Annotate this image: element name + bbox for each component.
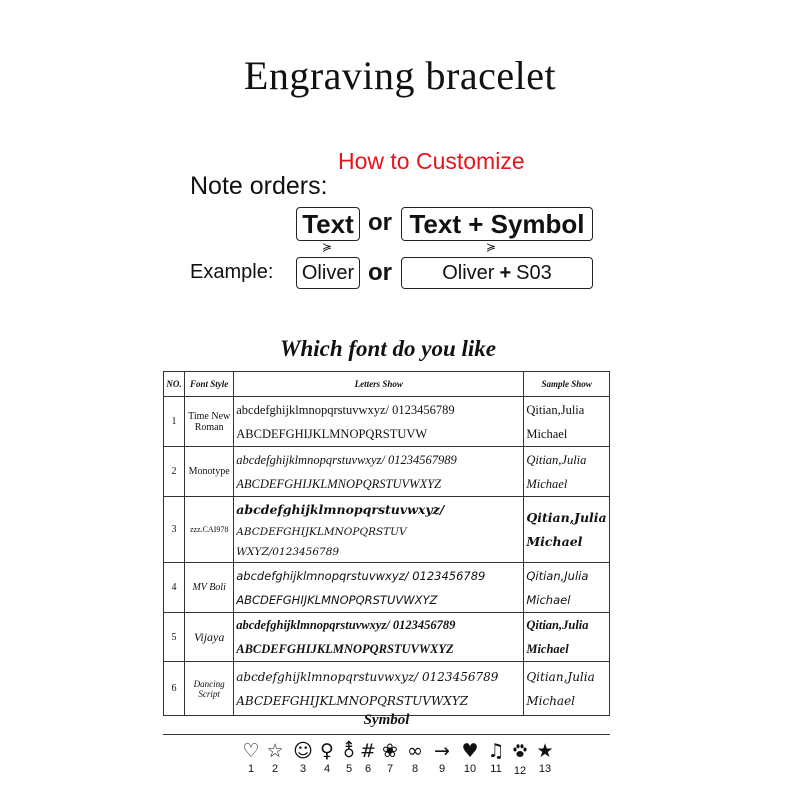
table-row bbox=[164, 563, 610, 613]
sample-line-1: Qitian,Julia bbox=[526, 568, 589, 583]
symbol-list bbox=[0, 740, 800, 790]
example-label: Example: bbox=[190, 261, 274, 283]
example-text-box bbox=[296, 257, 360, 289]
female-sign-icon: ♀ bbox=[320, 740, 334, 762]
table-header-row bbox=[164, 372, 610, 397]
sample-cell bbox=[524, 397, 610, 447]
symbol-number: 7 bbox=[386, 763, 394, 775]
infinity-icon: ∞ bbox=[407, 740, 423, 762]
symbol-divider bbox=[163, 734, 610, 735]
example-combo-name: Oliver bbox=[442, 261, 495, 284]
sample-cell bbox=[524, 662, 610, 716]
symbol-item-3 bbox=[292, 740, 314, 776]
symbol-number: 1 bbox=[247, 763, 255, 775]
uppercase-letters: ABCDEFGHIJKLMNOPQRSTUVW bbox=[236, 426, 428, 441]
font-style-name: Monotype bbox=[185, 447, 234, 497]
symbol-number: 5 bbox=[345, 763, 353, 775]
sample-line-1: Qitian,Julia bbox=[526, 402, 585, 417]
option-text-symbol-label: Text + Symbol bbox=[409, 208, 585, 239]
sample-line-2: Michael bbox=[526, 693, 576, 708]
lowercase-letters: abcdefghijklmnopqrstuvwxyz/ 0123456789 bbox=[236, 402, 455, 417]
uppercase-letters: ABCDEFGHIJKLMNOPQRSTUVWXYZ bbox=[236, 592, 438, 607]
uppercase-letters: ABCDEFGHIJKLMNOPQRSTUVWXYZ bbox=[236, 642, 454, 656]
symbol-item-6 bbox=[357, 740, 379, 776]
option-text-label: Text bbox=[302, 208, 354, 239]
symbol-number: 12 bbox=[513, 765, 527, 777]
symbol-number: 11 bbox=[490, 763, 502, 775]
row-number: 5 bbox=[164, 613, 185, 662]
star-outline-icon: ☆ bbox=[266, 740, 284, 762]
symbol-item-12 bbox=[509, 740, 531, 778]
table-row bbox=[164, 497, 610, 563]
or-label: or bbox=[368, 209, 392, 236]
paw-print-icon bbox=[509, 740, 531, 764]
plus-sign: + bbox=[499, 261, 512, 284]
symbol-number: 2 bbox=[271, 763, 279, 775]
symbol-number: 4 bbox=[323, 763, 331, 775]
symbol-number: 3 bbox=[299, 763, 307, 775]
uppercase-letters: ABCDEFGHIJKLMNOPQRSTUVWXYZ bbox=[236, 476, 442, 491]
table-row bbox=[164, 447, 610, 497]
symbol-item-9 bbox=[431, 740, 453, 776]
font-style-name: Vijaya bbox=[185, 613, 234, 662]
letters-cell bbox=[234, 497, 524, 563]
font-style-name: MV Boli bbox=[185, 563, 234, 613]
lowercase-letters: abcdefghijklmnopqrstuvwxyz/ 0123456789 bbox=[236, 669, 499, 684]
header-no: NO. bbox=[164, 372, 185, 397]
option-text-symbol-box bbox=[401, 207, 593, 241]
lowercase-letters: abcdefghijklmnopqrstuvwxyz/ 01234567989 bbox=[236, 452, 457, 467]
sample-cell bbox=[524, 613, 610, 662]
page-title: Engraving bracelet bbox=[243, 53, 557, 98]
or-label: or bbox=[368, 259, 392, 286]
letters-cell bbox=[234, 662, 524, 716]
hash-icon: # bbox=[360, 740, 376, 762]
smiley-face-icon: ☺ bbox=[293, 740, 313, 762]
header-font-style: Font Style bbox=[185, 372, 234, 397]
sample-line-1: Qitian,Julia bbox=[526, 452, 587, 467]
symbol-number: 8 bbox=[411, 763, 419, 775]
symbol-heading: Symbol bbox=[363, 712, 410, 728]
symbol-number: 13 bbox=[538, 763, 552, 775]
sample-line-2: Michael bbox=[526, 476, 568, 491]
header-letters-show: Letters Show bbox=[234, 372, 524, 397]
sample-cell bbox=[524, 447, 610, 497]
symbol-item-11 bbox=[485, 740, 507, 776]
music-notes-icon: ♫ bbox=[487, 740, 505, 762]
lowercase-letters: abcdefghijklmnopqrstuvwxyz/ bbox=[236, 501, 445, 517]
row-number: 2 bbox=[164, 447, 185, 497]
font-table bbox=[163, 371, 610, 716]
symbol-number: 6 bbox=[364, 763, 372, 775]
down-arrow-icon: ≽ bbox=[322, 240, 333, 254]
symbol-item-1 bbox=[240, 740, 262, 776]
font-style-name: Time New Roman bbox=[185, 397, 234, 447]
note-orders-label: Note orders: bbox=[190, 172, 328, 200]
sample-line-1: Qitian,Julia bbox=[526, 618, 589, 632]
sample-line-2: Michael bbox=[526, 592, 571, 607]
letters-cell bbox=[234, 613, 524, 662]
symbol-item-7 bbox=[379, 740, 401, 776]
star-filled-icon: ★ bbox=[536, 740, 554, 762]
symbol-item-2 bbox=[264, 740, 286, 776]
header-sample-show: Sample Show bbox=[524, 372, 610, 397]
uppercase-letters: ABCDEFGHIJKLMNOPQRSTUV bbox=[236, 525, 407, 538]
sample-cell bbox=[524, 563, 610, 613]
symbol-number: 9 bbox=[438, 763, 446, 775]
example-text-symbol-box bbox=[401, 257, 593, 289]
sample-line-1: Qitian,Julia bbox=[526, 669, 595, 684]
table-row bbox=[164, 662, 610, 716]
row-number: 6 bbox=[164, 662, 185, 716]
flower-icon: ❀ bbox=[382, 740, 398, 762]
sample-line-2: Michael bbox=[526, 533, 583, 549]
heart-filled-icon: ♥ bbox=[461, 740, 479, 762]
how-to-customize-heading: How to Customize bbox=[338, 148, 525, 174]
symbol-item-13 bbox=[534, 740, 556, 776]
down-arrow-icon: ≽ bbox=[486, 240, 497, 254]
lowercase-letters: abcdefghijklmnopqrstuvwxyz/ 0123456789 bbox=[236, 568, 486, 583]
arrow-right-icon: → bbox=[434, 740, 450, 762]
uppercase-letters-cont: WXYZ/0123456789 bbox=[236, 545, 340, 558]
example-combo-code: S03 bbox=[516, 261, 552, 284]
example-name: Oliver bbox=[301, 261, 355, 284]
sample-cell bbox=[524, 497, 610, 563]
font-question-heading: Which font do you like bbox=[280, 336, 496, 361]
letters-cell bbox=[234, 447, 524, 497]
uppercase-letters: ABCDEFGHIJKLMNOPQRSTUVWXYZ bbox=[236, 693, 469, 708]
row-number: 3 bbox=[164, 497, 185, 563]
letters-cell bbox=[234, 563, 524, 613]
sample-line-1: Qitian,Julia bbox=[526, 509, 607, 525]
font-style-name: zzz.CAI978 bbox=[185, 497, 234, 563]
heart-outline-icon: ♡ bbox=[242, 740, 260, 762]
option-text-box bbox=[296, 207, 360, 241]
lowercase-letters: abcdefghijklmnopqrstuvwxyz/ 0123456789 bbox=[236, 618, 456, 632]
symbol-item-10 bbox=[459, 740, 481, 776]
letters-cell bbox=[234, 397, 524, 447]
row-number: 1 bbox=[164, 397, 185, 447]
female-male-sign-icon: ⚨ bbox=[341, 740, 357, 762]
font-style-name: Dancing Script bbox=[185, 662, 234, 716]
symbol-number: 10 bbox=[463, 763, 477, 775]
row-number: 4 bbox=[164, 563, 185, 613]
sample-line-2: Michael bbox=[526, 642, 569, 656]
sample-line-2: Michael bbox=[526, 426, 568, 441]
table-row bbox=[164, 397, 610, 447]
symbol-item-8 bbox=[404, 740, 426, 776]
symbol-item-4 bbox=[316, 740, 338, 776]
table-row bbox=[164, 613, 610, 662]
